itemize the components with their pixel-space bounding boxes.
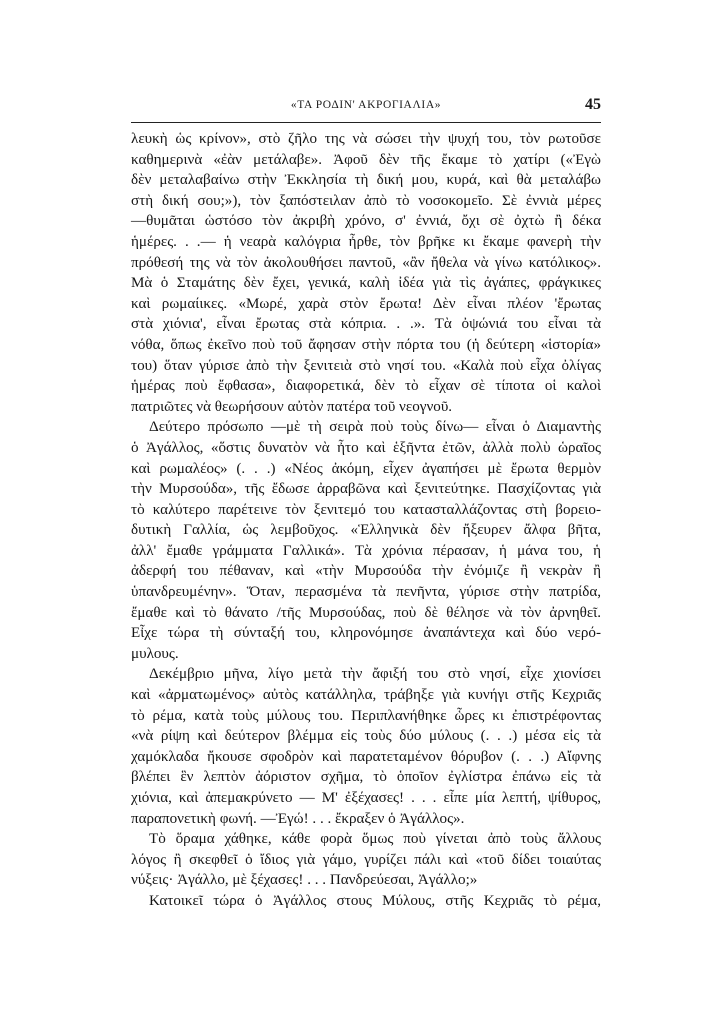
text-line: Δεύτερο πρόσωπο —μὲ τὴ σειρὰ ποὺ τοὺς δίνω— εἶναι ὁ Διαμαντὴς: [149, 419, 601, 436]
text-line: παραπονετικὴ φωνή. —Ἐγώ! . . . ἔκραξεν ὁ Ἀγάλλος».: [131, 810, 465, 827]
text-line: πατριῶτες νὰ θεωρήσουν αὐτὸν πατέρα τοῦ νεογνοῦ.: [131, 398, 453, 415]
text-line: ἡμέρας ποὺ ἔφθασα», διαφορετικά, δὲν τὸ εἶχαν σὲ τίποτα οἱ καλοὶ: [131, 378, 601, 395]
text-line: μυλους.: [131, 645, 179, 662]
text-line: ὑπανδρευμένην». Ὅταν, περασμένα τὰ πενῆντα, γύρισε στὴν πατρίδα,: [131, 584, 601, 601]
text-line: χιόνια, καὶ ἀπεμακρύνετο — Μ' ἐξέχασες! . . . εἶπε μία λεπτή, ψίθυρος,: [131, 790, 601, 806]
text-line: καὶ «ἀρματωμένος» αὐτὸς κατάλληλα, τράβηξε γιὰ κυνήγι στῆς Κεχριᾶς: [131, 687, 601, 704]
text-line: «νὰ ρίψη καὶ δεύτερον βλέμμα εἰς τοὺς δύο μύλους (. . .) μέσα εἰς τὰ: [131, 728, 601, 745]
text-line: τὴν Μυρσούδα», τῆς ἔδωσε ἀρραβῶνα καὶ ξενιτεύτηκε. Πασχίζοντας γιὰ: [131, 481, 601, 498]
text-line: ἡμέρες. . .— ἡ νεαρὰ καλόγρια ἦρθε, τὸν βρῆκε κι ἔκαμε φανερὴ τὴν: [131, 233, 601, 250]
text-line: τὸ ρέμα, κατὰ τοὺς μύλους του. Περιπλανήθηκε ὧρες κι ἐπιστρέφοντας: [131, 707, 601, 724]
text-line: στὴ δική σου;»), τὸν ξαπόστειλαν ἀπὸ τὸ νοσοκομεῖο. Σὲ ἐννιὰ μέρες: [131, 192, 601, 209]
text-line: —θυμᾶται ὡστόσο τὸν ἀκριβὴ χρόνο, σ' ἐννιά, ὄχι σὲ ὀχτὼ ἢ δέκα: [131, 213, 601, 230]
text-line: του) ὅταν γύρισε ἀπὸ τὴν ξενιτειὰ στὸ νησί του. «Καλὰ ποὺ εἶχα ὀλίγας: [131, 357, 601, 374]
page-number: 45: [585, 96, 601, 113]
text-line: Μὰ ὁ Σταμάτης δὲν ἔχει, γενικά, καλὴ ἰδέα γιὰ τὶς ἀγάπες, φράγκικες: [131, 275, 601, 292]
text-line: Κατοικεῖ τώρα ὁ Ἀγάλλος στους Μύλους, στῆς Κεχριᾶς τὸ ρέμα,: [149, 892, 601, 909]
text-line: ἀλλ' ἔμαθε γράμματα Γαλλικά». Τὰ χρόνια πέρασαν, ἡ μάνα του, ἡ: [131, 542, 601, 559]
text-line: Δεκέμβριο μῆνα, λίγο μετὰ τὴν ἄφιξή του στὸ νησί, εἶχε χιονίσει: [149, 666, 601, 683]
text-line: ἔμαθε καὶ τὸ θάνατο /τῆς Μυρσούδας, ποὺ δὲ θέλησε νὰ τὸν ἀρνηθεῖ.: [131, 604, 601, 621]
text-line: δὲν μεταλαβαίνω στὴν Ἐκκλησία τὴ δική μου, κυρά, καὶ θὰ μεταλάβω: [131, 172, 601, 189]
page-header: [131, 96, 601, 120]
text-line: ὁ Ἀγάλλος, «ὅστις δυνατὸν νὰ ἦτο καὶ ἑξῆντα ἐτῶν, ἀλλὰ πολὺ ὡραῖος: [131, 439, 601, 456]
text-line: λόγος ἢ σκεφθεῖ ὁ ἴδιος γιὰ γάμο, γυρίζει πάλι καὶ «τοῦ δίδει τοιαύτας: [131, 851, 601, 868]
text-line: νόθα, ὅπως ἐκεῖνο ποὺ τοῦ ἄφησαν στὴν πόρτα του (ἡ δεύτερη «ἱστορία»: [131, 336, 601, 353]
text-line: καθημερινὰ «ἐὰν μετάλαβε». Ἀφοῦ δὲν τῆς ἔκαμε τὸ χατίρι («Ἐγὼ: [131, 151, 601, 168]
text-line: νύξεις· Ἀγάλλο, μὲ ξέχασες! . . . Πανδρεύεσαι, Ἀγάλλο;»: [131, 872, 478, 889]
text-line: βλέπει ἓν λεπτὸν ἀόριστον σχῆμα, τὸ ὁποῖον ἐγλίστρα ἐπάνω εἰς τὰ: [131, 769, 601, 786]
body-text: [131, 129, 601, 912]
text-line: Τὸ ὅραμα χάθηκε, κάθε φορὰ ὅμως ποὺ γίνεται ἀπὸ τοὺς ἄλλους: [149, 831, 601, 848]
text-line: πρόθεσή της νὰ τὸν ἀκολουθήσει παντοῦ, «ἂν ἤθελα νὰ γίνω κατόλικος».: [131, 254, 601, 271]
header-rule: [131, 122, 601, 123]
text-line: χαμόκλαδα ἤκουσε σφοδρὸν καὶ παρατεταμένον θόρυβον (. . .) Αἴφνης: [131, 748, 601, 765]
text-line: τὸ καλύτερο παρέτεινε τὸν ξενιτεμό του κατασταλλάζοντας στὴ βορειο-: [131, 501, 601, 518]
text-line: Εἶχε τώρα τὴ σύνταξή του, κληρονόμησε ἀναπάντεχα καὶ δύο νερό-: [131, 625, 601, 642]
text-line: ἀδερφή του πέθαναν, καὶ «τὴν Μυρσούδα τὴν ἐνόμιζε ἢ νεκρὰν ἢ: [131, 563, 601, 580]
text-line: στὰ χιόνια', εἶναι ἔρωτας στὰ κόπρια. . .». Τὰ ὀψώνιά του εἶναι τὰ: [131, 316, 601, 333]
text-line: καὶ ρωμαίικες. «Μωρέ, χαρὰ στὸν ἔρωτα! Δὲν εἶναι πλέον 'ἔρωτας: [131, 295, 601, 312]
text-line: δυτικὴ Γαλλία, ὡς λεμβοῦχος. «Ἑλληνικὰ δὲν ἤξευρεν ἄλφα βῆτα,: [131, 522, 601, 539]
text-line: καὶ ρωμαλέος» (. . .) «Νέος ἀκόμη, εἶχεν ἀγαπήσει μὲ ἔρωτα θερμὸν: [131, 460, 601, 477]
running-title: «ΤΑ ΡΟΔΙΝ' ΑΚΡΟΓΙΑΛΙΑ»: [290, 99, 442, 111]
text-line: λευκὴ ὡς κρίνον», στὸ ζῆλο της νὰ σώσει τὴν ψυχή του, τὸν ρωτοῦσε: [131, 131, 601, 147]
